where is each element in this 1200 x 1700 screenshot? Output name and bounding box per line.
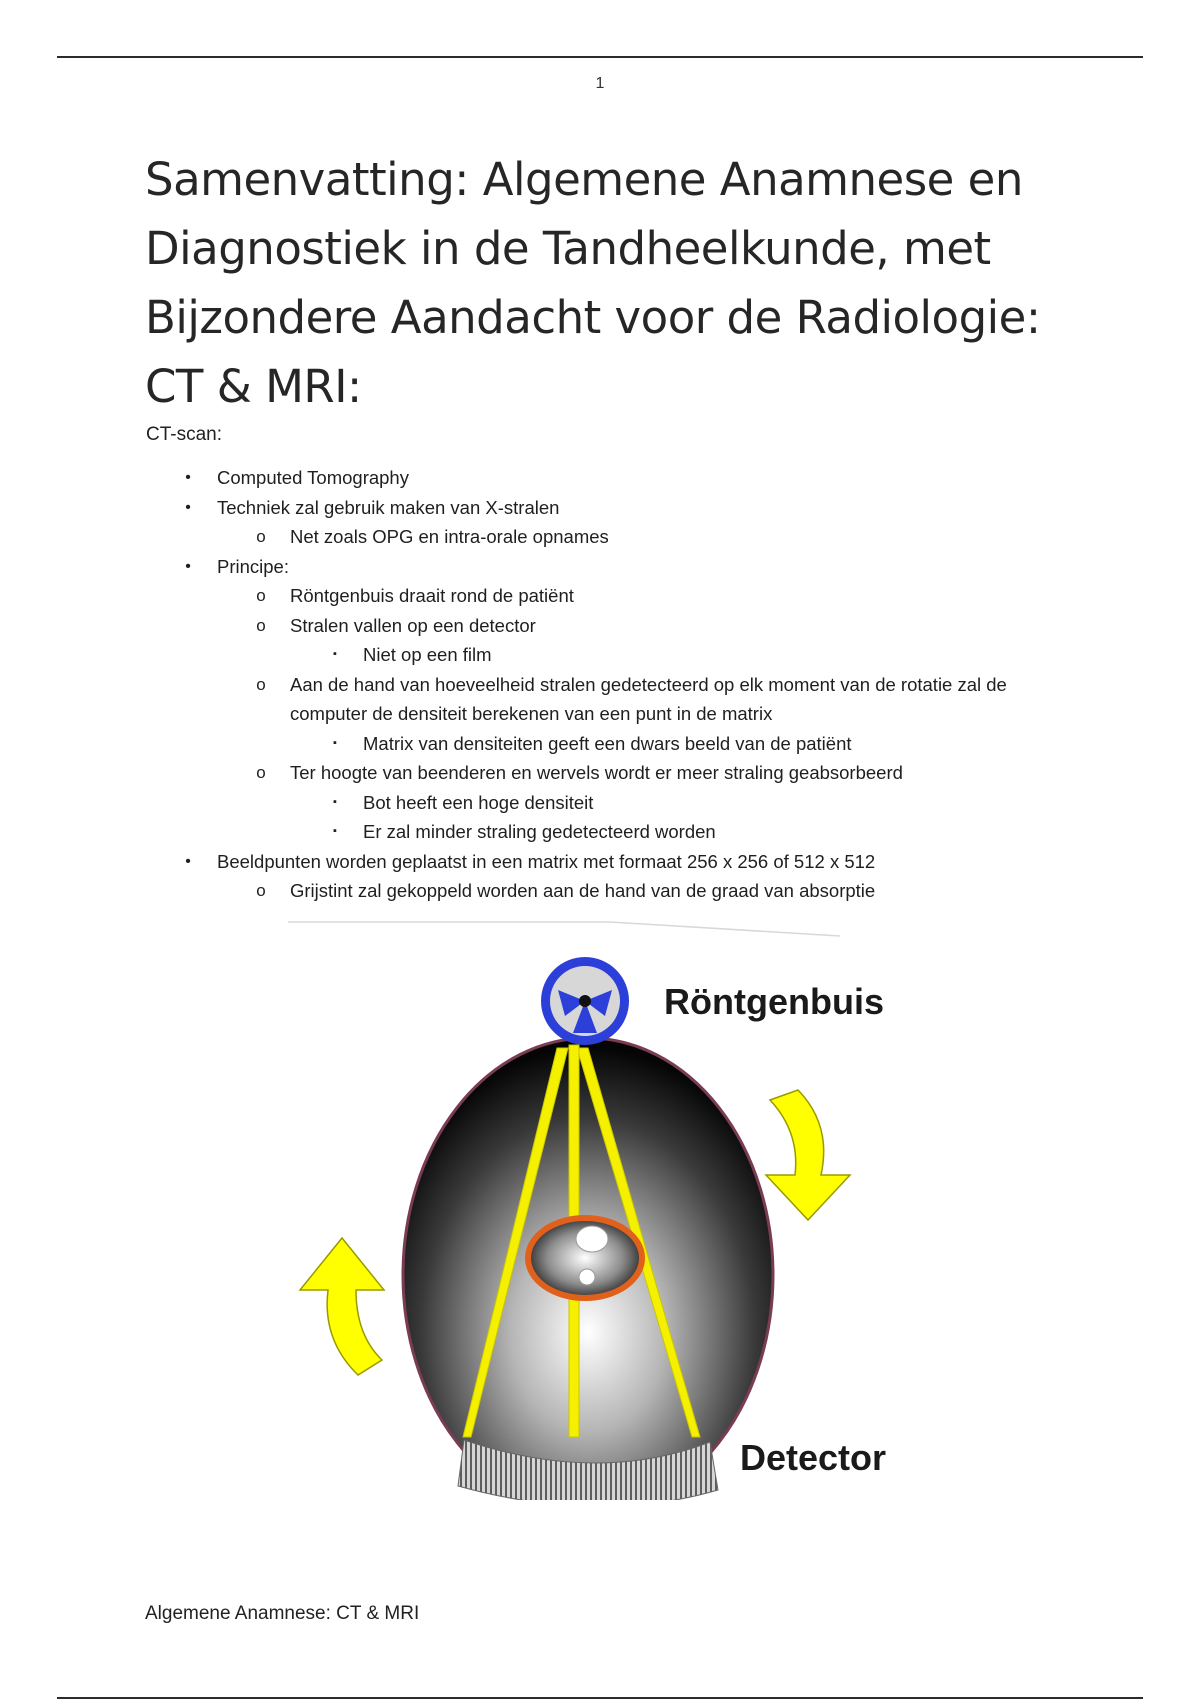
list-item-text: Grijstint zal gekoppeld worden aan de hand van de graad van absorptie — [290, 880, 876, 901]
section-label: CT-scan: — [146, 424, 223, 445]
list-item — [0, 788, 1200, 818]
list-item — [0, 463, 1200, 493]
ct-scan-diagram — [280, 920, 920, 1500]
list-item — [0, 670, 1060, 729]
list-item — [0, 611, 1200, 641]
bullet-marker: • — [185, 557, 191, 575]
bone-icon — [576, 1226, 608, 1252]
focal-spot-icon — [579, 995, 591, 1007]
page-number: 1 — [595, 75, 605, 92]
list-item-text: Er zal minder straling gedetecteerd worden — [363, 821, 716, 842]
bullet-marker: o — [256, 674, 266, 694]
bullet-marker: • — [185, 469, 191, 486]
list-item — [0, 493, 1200, 523]
page-title — [145, 145, 1065, 421]
bullet-marker: ▪ — [333, 795, 337, 808]
list-item-text: Stralen vallen op een detector — [290, 614, 536, 636]
tube-label: Röntgenbuis — [664, 981, 884, 1022]
bullet-marker: • — [185, 498, 191, 516]
detector-label: Detector — [740, 1437, 887, 1478]
list-item-text: Röntgenbuis draait rond de patiënt — [290, 585, 574, 606]
bullet-marker: o — [256, 586, 266, 605]
title-line: CT & MRI: — [145, 360, 362, 413]
list-item-text: Techniek zal gebruik maken van X-stralen — [217, 496, 560, 518]
bullet-marker: o — [256, 881, 266, 900]
page-footer: Algemene Anamnese: CT & MRI — [145, 1603, 420, 1624]
vertebra-icon — [579, 1269, 595, 1285]
footer-rule — [57, 1697, 1143, 1699]
list-item-text: Principe: — [217, 555, 289, 577]
rotation-arrow-down-icon — [766, 1090, 850, 1220]
rotation-arrow-up-icon — [300, 1238, 384, 1375]
list-item — [0, 817, 1200, 847]
list-item — [0, 522, 1200, 552]
list-item-text: Computed Tomography — [217, 467, 409, 488]
list-item — [0, 552, 1200, 582]
title-line: Samenvatting: Algemene Anamnese en — [145, 153, 1023, 206]
bullet-list — [0, 463, 1200, 906]
header-rule — [57, 56, 1143, 58]
list-item — [0, 729, 1200, 759]
list-item-text: Bot heeft een hoge densiteit — [363, 791, 594, 813]
list-item — [0, 847, 1200, 877]
bullet-marker: ▪ — [333, 825, 337, 837]
list-item — [0, 581, 1200, 611]
bullet-marker: • — [185, 852, 191, 870]
list-item-text: Ter hoogte van beenderen en wervels wordt er meer straling geabsorbeerd — [290, 762, 903, 783]
frame-line — [288, 922, 840, 936]
list-item — [0, 876, 1200, 906]
list-item-text: Beeldpunten worden geplaatst in een matrix met formaat 256 x 256 of 512 x 512 — [217, 850, 876, 872]
title-line: Bijzondere Aandacht voor de Radiologie: — [145, 291, 1041, 344]
list-item — [0, 758, 1200, 788]
list-item-text: Niet op een film — [363, 644, 492, 665]
list-item-text: Matrix van densiteiten geeft een dwars beeld van de patiënt — [363, 732, 852, 754]
bullet-marker: ▪ — [333, 648, 337, 660]
bullet-marker: o — [256, 763, 266, 782]
bullet-marker: o — [256, 527, 266, 546]
list-item-text: Aan de hand van hoeveelheid stralen gedetecteerd op elk moment van de rotatie zal de computer de densiteit berekenen van een punt in de matrix — [290, 673, 1007, 724]
list-item — [0, 640, 1200, 670]
title-line: Diagnostiek in de Tandheelkunde, met — [145, 222, 991, 275]
bullet-marker: ▪ — [333, 736, 337, 749]
list-item-text: Net zoals OPG en intra-orale opnames — [290, 526, 609, 547]
bullet-marker: o — [256, 615, 266, 635]
